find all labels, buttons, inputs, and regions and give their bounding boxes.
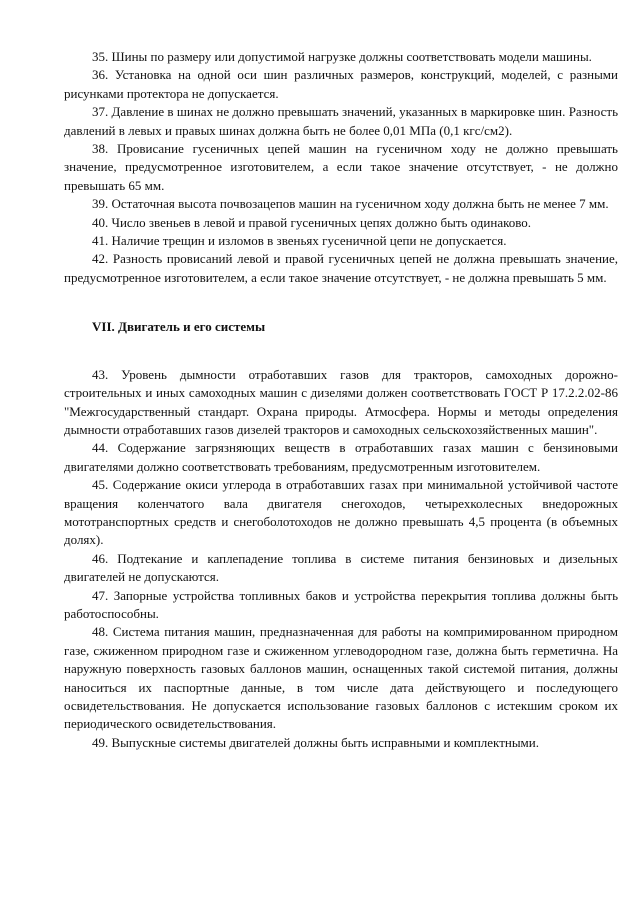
paragraph-38: 38. Провисание гусеничных цепей машин на гусеничном ходу не должно превышать значение, предусмотренное изготовителем, а если такое значение отсутствует, - не должно превышать 65 мм.	[64, 141, 618, 193]
paragraph-42: 42. Разность провисаний левой и правой гусеничных цепей не должна превышать значение, предусмотренное изготовителем, а если такое значение отсутствует, - не должна превышать 5 мм.	[64, 251, 618, 285]
section-heading: VII. Двигатель и его системы	[92, 319, 266, 335]
paragraph-35: 35. Шины по размеру или допустимой нагрузке должны соответствовать модели машины.	[92, 49, 592, 64]
paragraph-36: 36. Установка на одной оси шин различных размеров, конструкций, моделей, с разными рисунками протектора не допускается.	[64, 67, 618, 101]
paragraph-40: 40. Число звеньев в левой и правой гусеничных цепях должно быть одинаково.	[92, 214, 532, 230]
paragraph-44: 44. Содержание загрязняющих веществ в отработавших газах машин с бензиновыми двигателями должно соответствовать требованиям, предусмотренным изготовителем.	[64, 440, 618, 474]
paragraph-48: 48. Система питания машин, предназначенная для работы на компримированном природном газе, сжиженном природном газе и сжиженном углеводородном газе, должна быть герметична. На наружную поверхность газовых баллонов машин, оснащенных такой системой питания, должны наноситься их паспортные данные, в том числе дата действующего и последующего освидетельствования. Не допускается использование газовых баллонов с истекшим сроком их периодического освидетельствования.	[64, 624, 618, 732]
paragraph-46: 46. Подтекание и каплепадение топлива в системе питания бензиновых и дизельных двигателей не допускаются.	[64, 550, 618, 585]
paragraph-47: 47. Запорные устройства топливных баков и устройства перекрытия топлива должны быть работоспособны.	[64, 587, 618, 621]
paragraph-43: 43. Уровень дымности отработавших газов для тракторов, самоходных дорожно-строительных и иных самоходных машин с дизелями должен соответствовать ГОСТ Р 17.2.2.02-86 "Межгосударственный стандарт. Охрана природы. Атмосфера. Нормы и методы определения дымности отработавших газов дизелей тракторов и самоходных сельскохозяйственных машин".	[64, 366, 618, 437]
paragraph-37: 37. Давление в шинах не должно превышать значений, указанных в маркировке шин. Разность давлений в левых и правых шинах должна быть не более 0,01 МПа (0,1 кгс/см2).	[64, 104, 618, 138]
paragraph-39: 39. Остаточная высота почвозацепов машин на гусеничном ходу должна быть не менее 7 мм.	[92, 196, 609, 212]
paragraph-41: 41. Наличие трещин и изломов в звеньях гусеничной цепи не допускается.	[92, 233, 507, 249]
paragraph-49: 49. Выпускные системы двигателей должны быть исправными и комплектными.	[92, 734, 539, 750]
document-page	[64, 48, 618, 752]
paragraph-45: 45. Содержание окиси углерода в отработавших газах при минимальной устойчивой частоте вращения коленчатого вала двигателя снегоходов, четырехколесных внедорожных мототранспортных средств и снегоболотоходов не должно превышать 4,5 процента (в объемных долях).	[64, 477, 618, 548]
